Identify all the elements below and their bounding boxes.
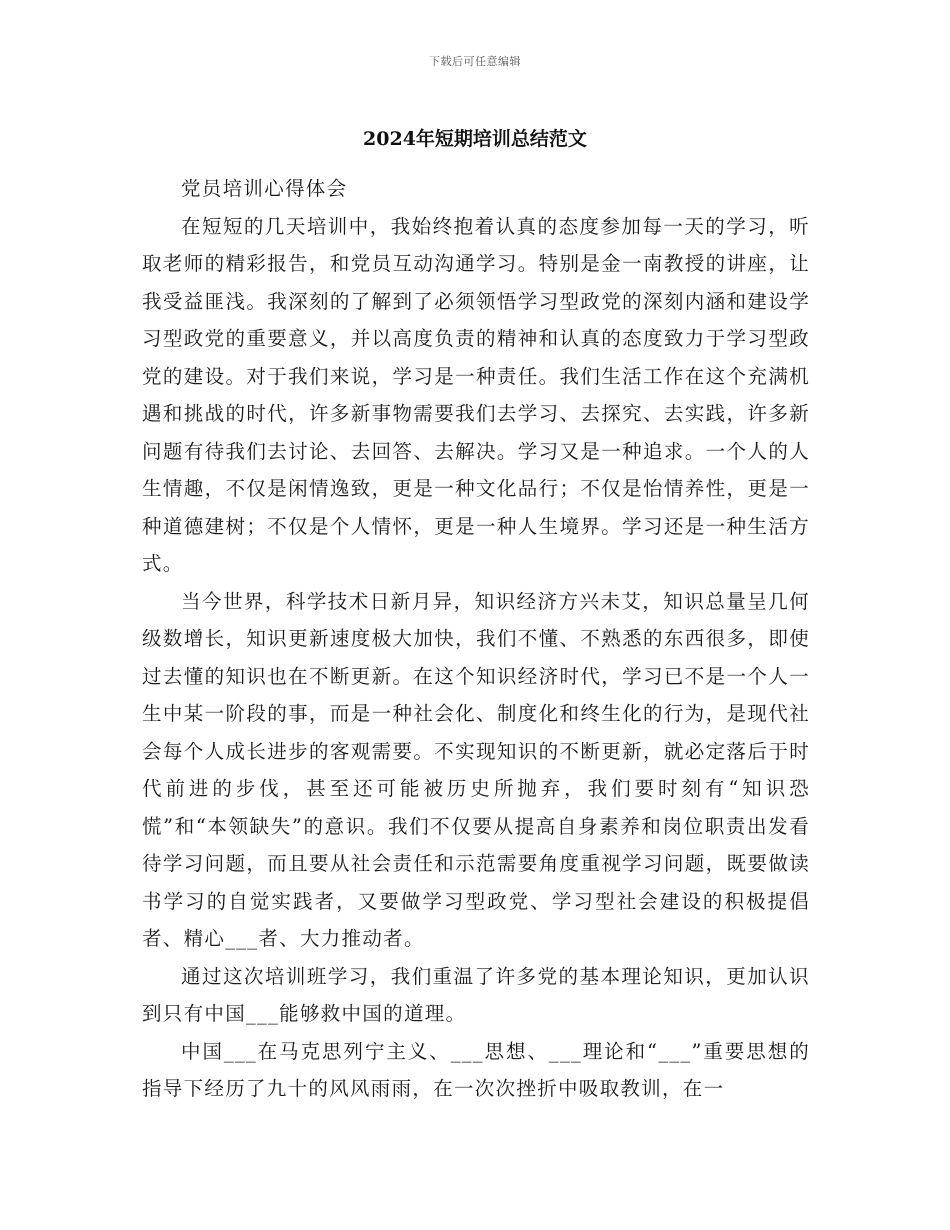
document-title: 2024年短期培训总结范文 [363, 128, 587, 150]
paragraph-4: 中国___在马克思列宁主义、___思想、___理论和“___”重要思想的指导下经历了九十的风风雨雨，在一次次挫折中吸取教训，在一 [142, 1039, 810, 1100]
header-note: 下载后可任意编辑 [429, 55, 521, 68]
paragraph-3: 通过这次培训班学习，我们重温了许多党的基本理论知识，更加认识到只有中国___能够救中国的道理。 [142, 964, 810, 1025]
document-body [142, 170, 810, 1108]
paragraph-2: 当今世界，科学技术日新月异，知识经济方兴未艾，知识总量呈几何级数增长，知识更新速度极大加快，我们不懂、不熟悉的东西很多，即使过去懂的知识也在不断更新。在这个知识经济时代，学习已不是一个人一生中某一阶段的事，而是一种社会化、制度化和终生化的行为，是现代社会每个人成长进步的客观需要。不实现知识的不断更新，就必定落后于时代前进的步伐，甚至还可能被历史所抛弃，我们要时刻有“知识恐慌”和“本领缺失”的意识。我们不仅要从提高自身素养和岗位职责出发看待学习问题，而且要从社会责任和示范需要角度重视学习问题，既要做读书学习的自觉实践者，又要做学习型政党、学习型社会建设的积极提倡者、精心___者、大力推动者。 [142, 589, 810, 950]
paragraph-1: 在短短的几天培训中，我始终抱着认真的态度参加每一天的学习，听取老师的精彩报告，和党员互动沟通学习。特别是金一南教授的讲座，让我受益匪浅。我深刻的了解到了必须领悟学习型政党的深刻内涵和建设学习型政党的重要意义，并以高度负责的精神和认真的态度致力于学习型政党的建设。对于我们来说，学习是一种责任。我们生活工作在这个充满机遇和挑战的时代，许多新事物需要我们去学习、去探究、去实践，许多新问题有待我们去讨论、去回答、去解决。学习又是一种追求。一个人的人生情趣，不仅是闲情逸致，更是一种文化品行；不仅是怡情养性，更是一种道德建树；不仅是个人情怀，更是一种人生境界。学习还是一种生活方式。 [142, 214, 810, 575]
document-subtitle: 党员培训心得体会 [181, 177, 348, 200]
